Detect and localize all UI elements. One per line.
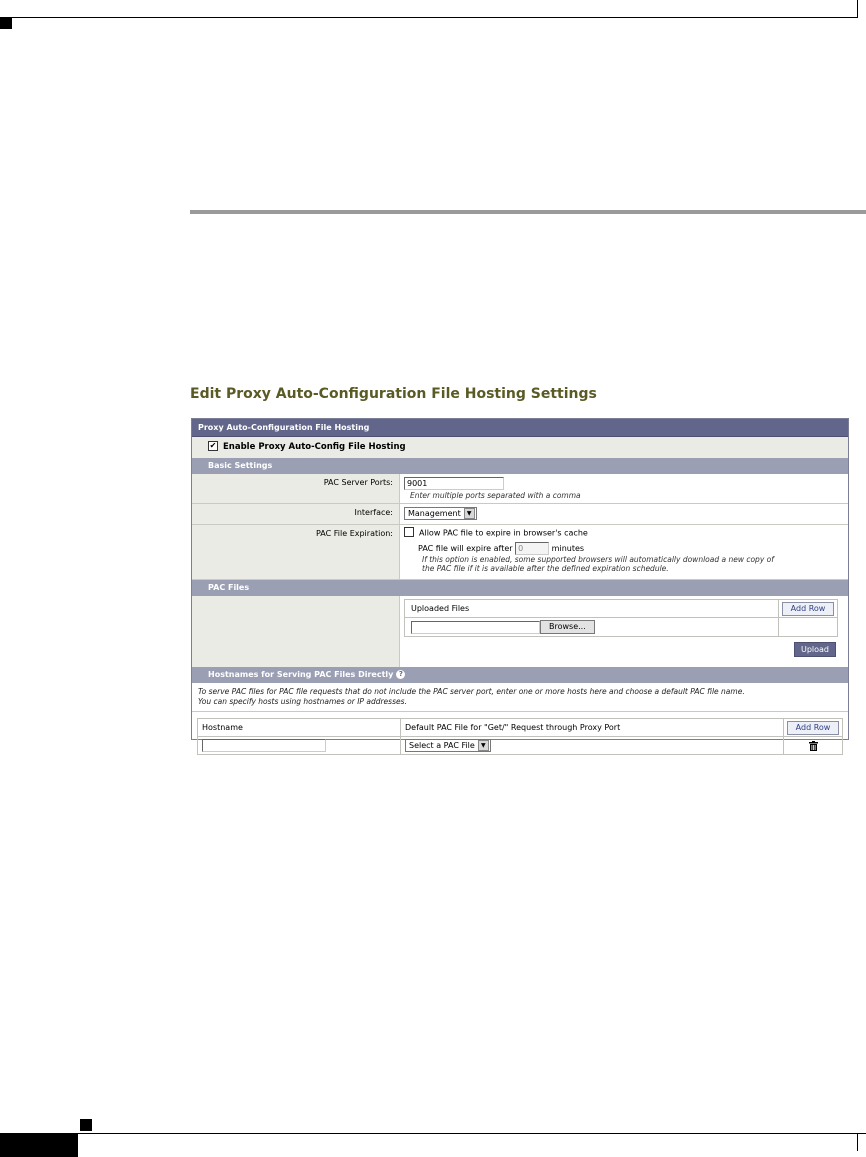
basic-settings-header: Basic Settings xyxy=(192,458,848,474)
add-host-row-button[interactable]: Add Row xyxy=(787,721,840,735)
hostnames-title: Hostnames for Serving PAC Files Directly xyxy=(208,670,394,679)
expire-hint-2: the PAC file if it is available after the defined expiration schedule. xyxy=(422,564,669,573)
hostnames-header xyxy=(192,667,848,683)
header-marker xyxy=(0,18,12,29)
pac-file-select[interactable] xyxy=(405,739,491,752)
ports-row xyxy=(192,474,848,504)
pac-file-select-value: Select a PAC File xyxy=(409,741,475,750)
footer-rule xyxy=(0,1133,866,1134)
interface-label: Interface: xyxy=(192,504,400,524)
hostname-input[interactable] xyxy=(202,739,326,752)
expire-hint-1: If this option is enabled, some supported browsers will automatically download a new copy of xyxy=(422,555,774,564)
hostnames-description-1: To serve PAC files for PAC file requests that do not include the PAC server port, enter one or more hosts here and choose a default PAC file name. xyxy=(198,687,745,696)
hostname-column-header: Hostname xyxy=(198,719,401,736)
chevron-down-icon: ▼ xyxy=(464,508,475,519)
page-title: Edit Proxy Auto-Configuration File Hosting Settings xyxy=(190,386,597,402)
expire-after-suffix: minutes xyxy=(551,544,585,553)
upload-button[interactable]: Upload xyxy=(794,642,836,657)
hostnames-data-row xyxy=(198,737,842,754)
enable-row xyxy=(192,437,848,458)
footer-marker xyxy=(80,1119,92,1131)
trash-icon[interactable] xyxy=(809,741,818,751)
uploaded-files-header: Uploaded Files xyxy=(411,604,470,613)
interface-value: Management xyxy=(408,509,461,518)
expire-minutes-input[interactable]: 0 xyxy=(515,542,549,555)
interface-select[interactable] xyxy=(404,507,477,520)
footer-tab xyxy=(0,1134,78,1157)
section-divider xyxy=(190,210,866,214)
pac-files-header: PAC Files xyxy=(192,580,848,596)
expiration-row xyxy=(192,525,848,580)
expire-checkbox[interactable] xyxy=(404,527,414,537)
hostnames-description xyxy=(192,683,848,712)
ports-label: PAC Server Ports: xyxy=(192,474,400,503)
hostnames-description-2: You can specify hosts using hostnames or IP addresses. xyxy=(198,697,407,706)
pac-files-row xyxy=(192,596,848,667)
default-pac-column-header: Default PAC File for "Get/" Request through Proxy Port xyxy=(401,719,784,736)
expire-after-prefix: PAC file will expire after xyxy=(418,544,513,553)
file-path-input[interactable] xyxy=(411,621,540,634)
footer-rule-tick xyxy=(857,1133,858,1151)
pac-files-label-cell xyxy=(192,596,400,667)
browse-button[interactable]: Browse... xyxy=(540,620,595,634)
expire-checkbox-label: Allow PAC file to expire in browser's cache xyxy=(419,528,588,538)
panel-title: Proxy Auto-Configuration File Hosting xyxy=(192,419,848,437)
add-row-button[interactable]: Add Row xyxy=(782,602,835,616)
enable-checkbox[interactable]: ✔ xyxy=(209,440,217,450)
header-rule xyxy=(0,17,858,18)
interface-row xyxy=(192,504,848,525)
hostnames-table xyxy=(197,718,843,755)
help-icon[interactable]: ? xyxy=(396,670,405,679)
pac-hosting-panel xyxy=(191,418,849,750)
enable-label: Enable Proxy Auto-Config File Hosting xyxy=(223,442,406,452)
chevron-down-icon: ▼ xyxy=(478,740,489,751)
ports-hint: Enter multiple ports separated with a comma xyxy=(410,491,581,500)
expiration-label: PAC File Expiration: xyxy=(192,525,400,579)
header-rule-tick xyxy=(857,0,858,18)
uploaded-files-table xyxy=(404,599,838,637)
ports-input[interactable]: 9001 xyxy=(404,477,504,490)
hostnames-header-row xyxy=(198,719,842,737)
